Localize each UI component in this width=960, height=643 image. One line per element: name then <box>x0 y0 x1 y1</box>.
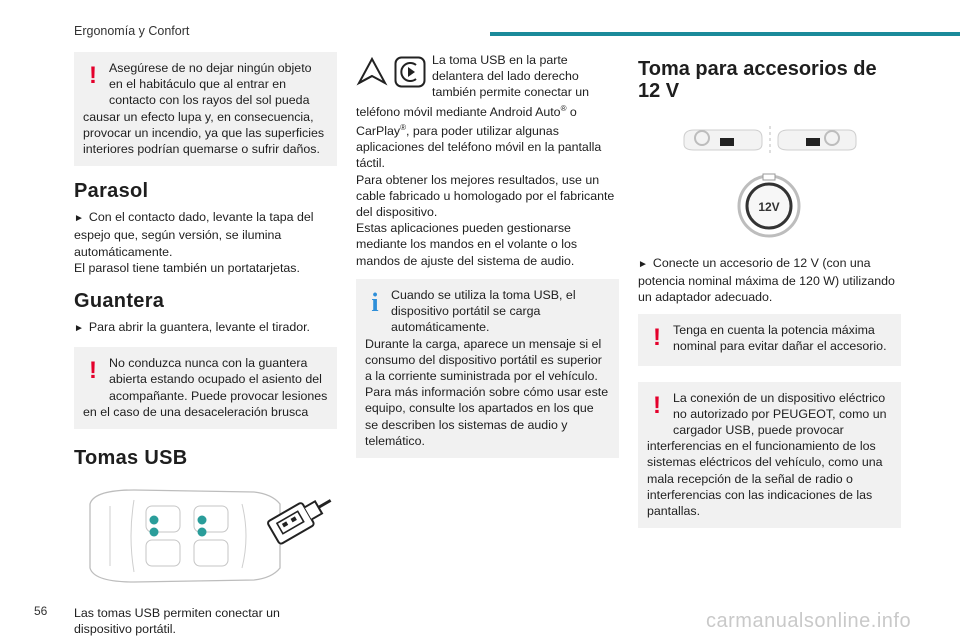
intro-rest: conectar un teléfono móvil mediante Android Auto® o CarPlay®, para poder utilizar algunas aplicaciones del teléfono móvil en la pantalla táctil. <box>356 85 602 171</box>
warning-lead: Asegúrese de no dejar ningún objeto en el habitáculo que al entrar en contacto <box>109 61 312 108</box>
column-middle <box>356 52 619 472</box>
watermark: carmanualsonline.info <box>706 610 912 632</box>
info-lead: Cuando se utiliza la toma USB, el dispositivo portátil se carga <box>391 287 576 319</box>
column-right <box>638 52 901 542</box>
arrow-icon: ► <box>638 259 648 270</box>
android-auto-icon <box>356 56 388 92</box>
column-left <box>74 52 337 643</box>
section-title-guantera: Guantera <box>74 290 165 313</box>
section-title-usb: Tomas USB <box>74 447 188 470</box>
usb-car-illustration <box>74 484 337 588</box>
dashboard-left-icon <box>684 130 762 150</box>
parasol-text: ► Con el contacto dado, levante la tapa del espejo que, según versión, se ilumina automáticamente. El parasol tiene también un portatarjetas. <box>74 210 314 275</box>
usb-caption: Las tomas USB permiten conectar un dispositivo portátil. <box>74 606 280 637</box>
info-line2: automáticamente. <box>391 320 490 335</box>
usb-port-dot <box>150 528 159 537</box>
info-icon: i <box>371 287 379 317</box>
dashboard-right-icon <box>778 130 856 150</box>
section-title-12v: Toma para accesorios de 12 V <box>638 58 877 102</box>
warning-rest: acompañante. Puede provocar lesiones en el caso de una desaceleración brusca <box>83 388 328 419</box>
warning-box-peugeot <box>638 382 901 529</box>
warning-box-power <box>638 314 901 366</box>
warning-lead: La conexión de un dispositivo eléctrico no autorizado por PEUGEOT, como un <box>673 390 887 421</box>
info-box-usb <box>356 279 619 458</box>
usb-plug-icon <box>267 489 337 545</box>
header-accent-bar <box>490 32 960 36</box>
warning-icon: ! <box>89 357 97 385</box>
page-number: 56 <box>34 604 48 618</box>
cable-text: Para obtener los mejores resultados, use un cable fabricado u homologado por el fabricante del dispositivo. <box>356 172 615 220</box>
warning-icon: ! <box>89 62 97 89</box>
usb-port-dot <box>198 528 207 537</box>
warning-box-objects <box>74 52 337 166</box>
warning-icon: ! <box>653 323 661 351</box>
warning-rest: cargador USB, puede provocar interferencias en el funcionamiento de los sistemas eléctricos del vehículo, como una mala recepción de la señal de radio o interferencias con las indicaciones de las pantallas. <box>647 423 883 519</box>
intro-lead: La toma USB en la parte delantera del lado derecho también permite <box>432 53 579 100</box>
page-header-title: Ergonomía y Confort <box>74 24 190 38</box>
warning-lead: Tenga en cuenta la potencia máxima nominal para evitar dañar el accesorio. <box>673 322 887 353</box>
section-title-parasol: Parasol <box>74 180 149 203</box>
usb-port-dot <box>198 516 207 525</box>
guantera-text: ► Para abrir la guantera, levante el tirador. <box>74 320 311 335</box>
usb-port-dot <box>150 516 159 525</box>
warning-rest: con los rayos del sol pueda causar un efecto lupa y, en consecuencia, provocar un incendio, ya que las superficies interiores podrían quemarse o sufrir daños. <box>83 93 325 157</box>
arrow-icon: ► <box>74 213 84 225</box>
12v-socket-illustration <box>638 116 901 240</box>
warning-icon: ! <box>653 391 661 419</box>
info-line4: Para más información sobre cómo usar este equipo, consulte los apartados en los que se describen los sistemas de audio y telemático. <box>365 385 609 448</box>
info-line3: Durante la carga, aparece un mensaje si el consumo del dispositivo portátil es superior a la corriente suministrada por el vehículo. <box>365 336 602 383</box>
controls-text: Estas aplicaciones pueden gestionarse mediante los mandos en el volante o los mandos de ajuste del sistema de audio. <box>356 221 578 268</box>
arrow-icon: ► <box>74 323 84 335</box>
socket-label: 12V <box>758 200 780 214</box>
12v-text: ► Conecte un accesorio de 12 V (con una potencia nominal máxima de 120 W) utilizando un adaptador adecuado. <box>638 256 895 305</box>
warning-box-glovebox <box>74 347 337 429</box>
warning-lead: No conduzca nunca con la guantera abierta estando ocupado el asiento del <box>109 356 322 387</box>
carplay-icon <box>394 56 426 92</box>
